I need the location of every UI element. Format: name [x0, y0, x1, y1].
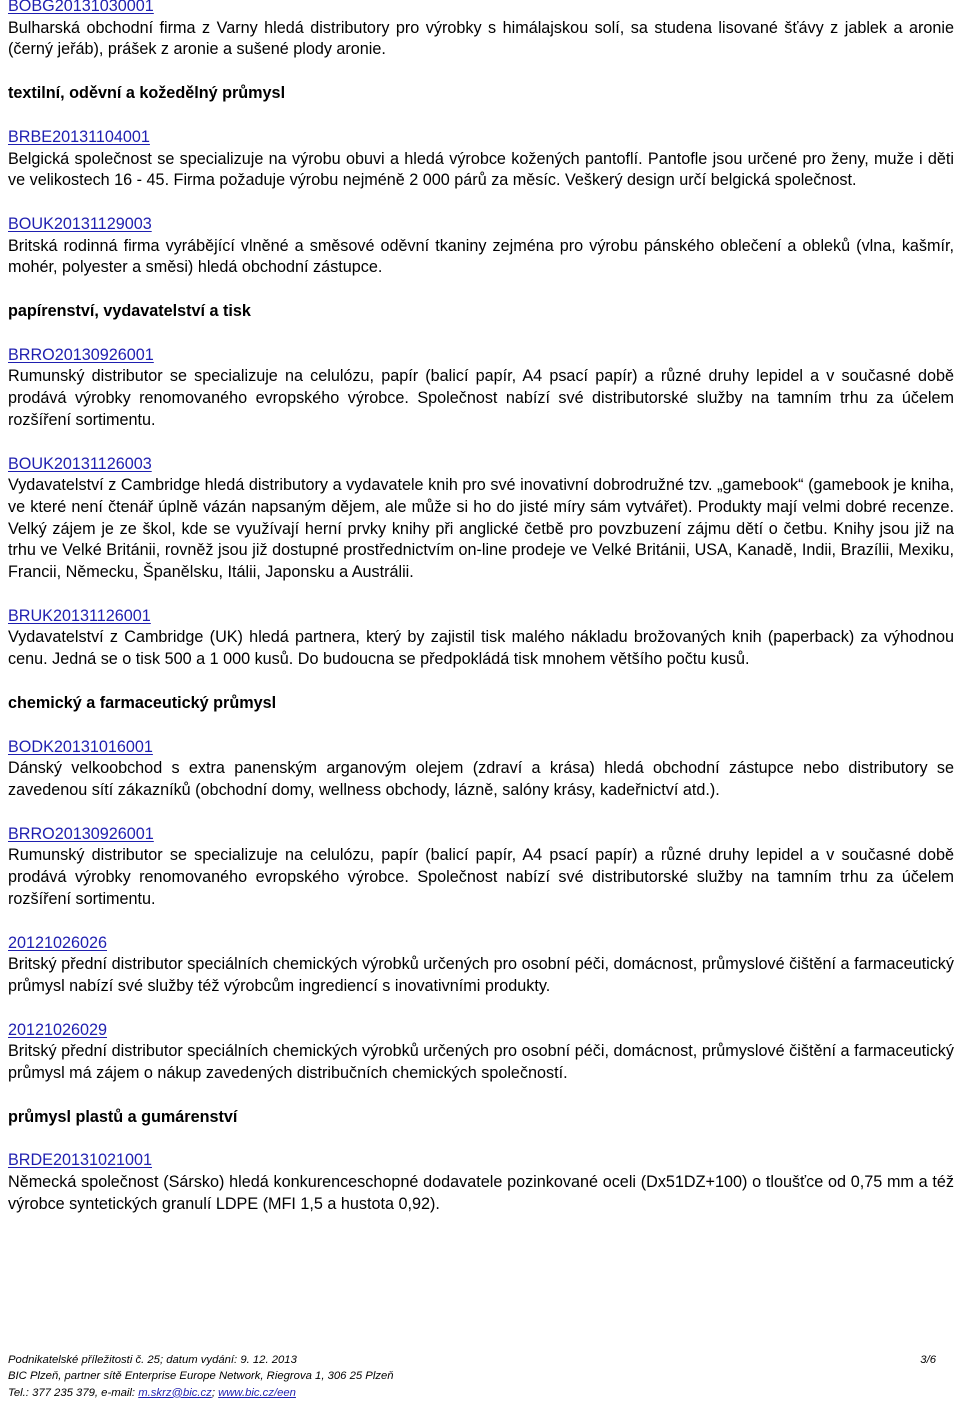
list-item	[8, 933, 954, 998]
section-title: průmysl plastů a gumárenství	[8, 1107, 238, 1126]
list-item	[8, 1150, 954, 1215]
email-link[interactable]: m.skrz@bic.cz	[138, 1386, 212, 1399]
entry-id-link[interactable]: BODK20131016001	[8, 737, 153, 756]
list-item	[8, 1020, 954, 1085]
entry-description: Britský přední distributor speciálních chemických výrobků určených pro osobní péči, domácnost, průmyslové čištění a farmaceutický průmysl má zájem o nákup zavedených distribučních chemických společností.	[8, 1042, 954, 1083]
entry-id-link[interactable]: BOUK20131126003	[8, 454, 152, 473]
entry-description: Vydavatelství z Cambridge hledá distributory a vydavatele knih pro své inovativní dobrodružné tzv. „gamebook“ (gamebook je kniha, ve které není čtenář úplně vázán napsaným dějem, ale může si ho do jisté míry sám vytvářet). Produkty mají velmi dobré recenze. Velký zájem je ze škol, kde se využívají herní prvky knihy při anglické četbě pro povzbuzení zájmu dětí o četbu. Knihy jsou již na trhu ve Velké Británii, rovněž jsou již dostupné prostřednictvím on-line prodeje ve Velké Británii, USA, Kanadě, Indii, Brazílii, Mexiku, Francii, Německu, Španělsku, Itálii, Japonsku a Austrálii.	[8, 476, 954, 582]
list-item	[8, 606, 954, 671]
entry-description: Rumunský distributor se specializuje na celulózu, papír (balicí papír, A4 psací papír) a různé druhy lepidel a v současné době prodává výrobky renomovaného evropského výrobce. Společnost nabízí své distributorské služby na tamním trhu za účelem rozšíření sortimentu.	[8, 367, 954, 429]
section-title: papírenství, vydavatelství a tisk	[8, 302, 251, 321]
entry-id-link[interactable]: 20121026029	[8, 1020, 108, 1039]
page-footer	[8, 1352, 936, 1401]
footer-contact-prefix: Tel.: 377 235 379, e-mail:	[8, 1386, 139, 1399]
entry-description: Vydavatelství z Cambridge (UK) hledá partnera, který by zajistil tisk malého nákladu brožovaných knih (paperback) za výhodnou cenu. Jedná se o tisk 500 a 1 000 kusů. Do budoucna se předpokládá tisk mnohem většího počtu kusů.	[8, 628, 954, 669]
list-item	[8, 127, 954, 192]
entry-id-link[interactable]: BRRO20130926001	[8, 345, 154, 364]
document-body	[8, 0, 954, 1238]
list-item	[8, 214, 954, 279]
entry-description: Bulharská obchodní firma z Varny hledá distributory pro výrobky s himálajskou solí, sa studena lisované šťávy z jablek a aronie (černý jeřáb), prášek z aronie a sušené plody aronie.	[8, 18, 954, 59]
page-number: 3/6	[920, 1354, 936, 1366]
entry-description: Německá společnost (Sársko) hledá konkurenceschopné dodavatele pozinkované oceli (Dx51DZ+100) o tloušťce od 0,75 mm a též výrobce syntetických granulí LDPE (MFI 1,5 a hustota 0,92).	[8, 1173, 954, 1213]
list-item	[8, 345, 954, 432]
section-title: chemický a farmaceutický průmysl	[8, 693, 277, 712]
website-link[interactable]: www.bic.cz/een	[218, 1386, 296, 1399]
entry-description: Belgická společnost se specializuje na výrobu obuvi a hledá výrobce kožených pantoflí. Pantofle jsou určené pro ženy, muže i děti ve velikostech 16 - 45. Firma požaduje výrobu nejméně 2 000 párů za měsíc. Veškerý design určí belgická společnost.	[8, 149, 954, 190]
list-item	[8, 737, 954, 802]
footer-partner: BIC Plzeň, partner sítě Enterprise Europe Network, Riegrova 1, 306 25 Plzeň	[8, 1370, 394, 1383]
section-title: textilní, oděvní a kožedělný průmysl	[8, 84, 286, 103]
list-item	[8, 454, 954, 584]
sections-container	[8, 83, 954, 1215]
entry-description: Britský přední distributor speciálních chemických výrobků určených pro osobní péči, domácnost, průmyslové čištění a farmaceutický průmysl nabízí své služby též výrobcům ingrediencí s inovativními produkty.	[8, 955, 954, 995]
footer-issue: Podnikatelské příležitosti č. 25; datum vydání: 9. 12. 2013	[8, 1354, 297, 1366]
entry-id-link[interactable]: BRDE20131021001	[8, 1151, 153, 1170]
entry-id-link[interactable]: 20121026026	[8, 933, 108, 952]
entry-id-link[interactable]: BOBG20131030001	[8, 0, 154, 15]
entry-id-link[interactable]: BOUK20131129003	[8, 214, 152, 233]
entry-id-link[interactable]: BRRO20130926001	[8, 824, 154, 843]
entry-id-link[interactable]: BRUK20131126001	[8, 606, 151, 625]
footer-separator: ;	[211, 1386, 219, 1399]
entry-id-link[interactable]: BRBE20131104001	[8, 127, 150, 146]
entry-description: Dánský velkoobchod s extra panenským arganovým olejem (zdraví a krása) hledá obchodní zástupce nebo distributory se zavedenou sítí zákazníků (obchodní domy, wellness obchody, lázně, salóny krásy, kadeřnictví atd.).	[8, 759, 954, 799]
top-entry	[8, 0, 954, 61]
entry-description: Rumunský distributor se specializuje na celulózu, papír (balicí papír, A4 psací papír) a různé druhy lepidel a v současné době prodává výrobky renomovaného evropského výrobce. Společnost nabízí své distributorské služby na tamním trhu za účelem rozšíření sortimentu.	[8, 846, 954, 908]
list-item	[8, 824, 954, 911]
entry-description: Britská rodinná firma vyrábějící vlněné a směsové oděvní tkaniny zejména pro výrobu pánského oblečení a obleků (vlna, kašmír, mohér, polyester a směsi) hledá obchodní zástupce.	[8, 236, 954, 277]
